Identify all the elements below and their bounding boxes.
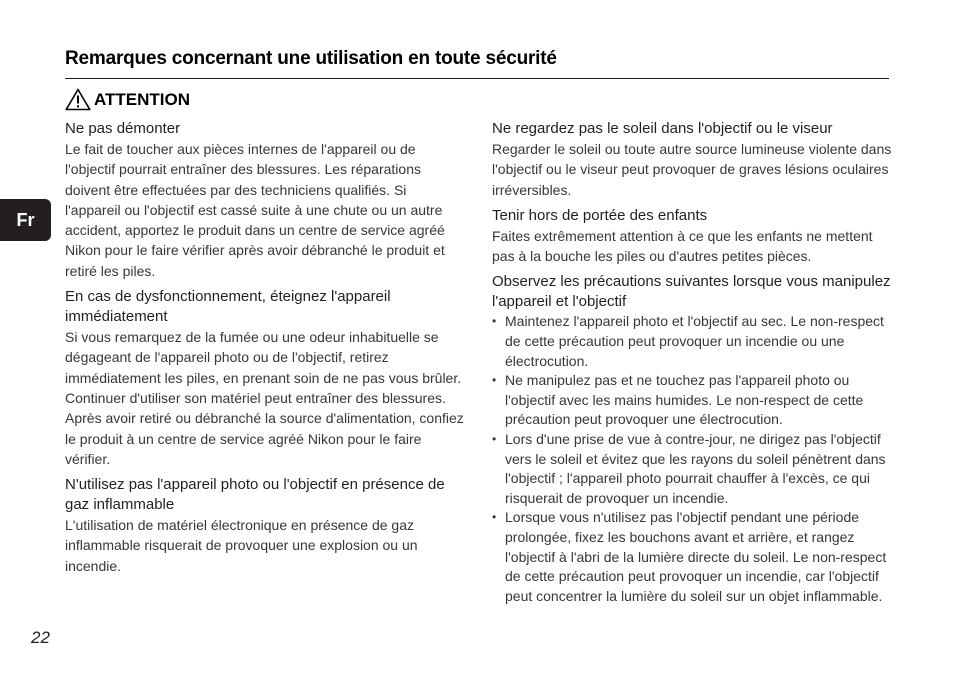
section-soleil bbox=[492, 119, 892, 200]
section-body: L'utilisation de matériel électronique en présence de gaz inflammable risquerait de provoquer une explosion ou un incendie. bbox=[65, 517, 418, 574]
section-heading: Observez les précautions suivantes lorsque vous manipulez l'appareil et l'objectif bbox=[492, 273, 891, 311]
section-gaz-inflammable bbox=[65, 475, 465, 576]
section-heading: En cas de dysfonctionnement, éteignez l'appareil immédiatement bbox=[65, 288, 391, 326]
list-item-text: Maintenez l'appareil photo et l'objectif au sec. Le non-respect de cette précaution peut provoquer un incendie ou une électrocution. bbox=[505, 313, 884, 369]
list-item bbox=[492, 430, 892, 508]
section-heading: Ne pas démonter bbox=[65, 120, 181, 137]
right-column bbox=[492, 119, 892, 612]
section-body: Regarder le soleil ou toute autre source lumineuse violente dans l'objectif ou le viseur peut provoquer de graves lésions oculaires irréversibles. bbox=[492, 141, 892, 198]
section-ne-pas-demonter bbox=[65, 119, 465, 281]
section-body-continued: Après avoir retiré ou débranché la source d'alimentation, confiez le produit à un centre de service agréé Nikon pour le faire vérifier. bbox=[65, 410, 464, 467]
section-body: Si vous remarquez de la fumée ou une odeur inhabituelle se dégageant de l'appareil photo ou de l'objectif, retirez immédiatement les piles, en prenant soin de ne pas vous brûler. Continuer d'utiliser son matériel peut entraîner des blessures. bbox=[65, 329, 462, 406]
list-item bbox=[492, 371, 892, 430]
bullet-icon: • bbox=[492, 510, 497, 525]
section-heading: Ne regardez pas le soleil dans l'objectif ou le viseur bbox=[492, 120, 833, 137]
section-body: Le fait de toucher aux pièces internes de l'appareil ou de l'objectif pourrait entraîner des blessures. Les réparations doivent être effectuées par des techniciens qualifiés. Si l'appareil ou l'objectif est cassé suite à une chute ou un autre accident, apportez le produit dans un centre de service agréé Nikon pour le faire vérifier après avoir débranché le produit et retiré les piles. bbox=[65, 141, 445, 279]
page-title: Remarques concernant une utilisation en toute sécurité bbox=[65, 48, 557, 69]
page-number: 22 bbox=[31, 628, 50, 647]
section-dysfonctionnement bbox=[65, 287, 465, 469]
section-precautions bbox=[492, 272, 892, 606]
warning-triangle-icon bbox=[65, 88, 91, 111]
section-heading: Tenir hors de portée des enfants bbox=[492, 206, 708, 224]
list-item-text: Lors d'une prise de vue à contre-jour, ne dirigez pas l'objectif vers le soleil et évitez que les rayons du soleil pénètrent dans l'objectif ; l'appareil photo pourrait chauffer à l'excès, ce qui risquerait de provoquer un incendie. bbox=[505, 431, 886, 506]
attention-label: ATTENTION bbox=[94, 89, 191, 109]
list-item bbox=[492, 312, 892, 371]
section-enfants bbox=[492, 206, 892, 267]
left-column bbox=[65, 119, 465, 582]
list-item bbox=[492, 508, 892, 606]
bullet-icon: • bbox=[492, 432, 497, 447]
list-item-text: Lorsque vous n'utilisez pas l'objectif pendant une période prolongée, fixez les bouchons avant et arrière, et rangez l'objectif à l'abri de la lumière directe du soleil. Le non-respect de cette précaution peut provoquer un incendie, car l'objectif peut concentrer la lumière du soleil sur un objet inflammable. bbox=[505, 509, 887, 604]
attention-header bbox=[65, 88, 190, 111]
precautions-list bbox=[492, 312, 892, 606]
language-tab: Fr bbox=[0, 199, 51, 241]
bullet-icon: • bbox=[492, 373, 497, 388]
section-heading: N'utilisez pas l'appareil photo ou l'objectif en présence de gaz inflammable bbox=[65, 476, 445, 514]
title-divider bbox=[65, 78, 889, 79]
bullet-icon: • bbox=[492, 314, 497, 329]
section-body: Faites extrêmement attention à ce que les enfants ne mettent pas à la bouche les piles ou d'autres petites pièces. bbox=[492, 227, 873, 265]
list-item-text: Ne manipulez pas et ne touchez pas l'appareil photo ou l'objectif avec les mains humides. Le non-respect de cette précaution peut provoquer une électrocution. bbox=[505, 372, 864, 428]
